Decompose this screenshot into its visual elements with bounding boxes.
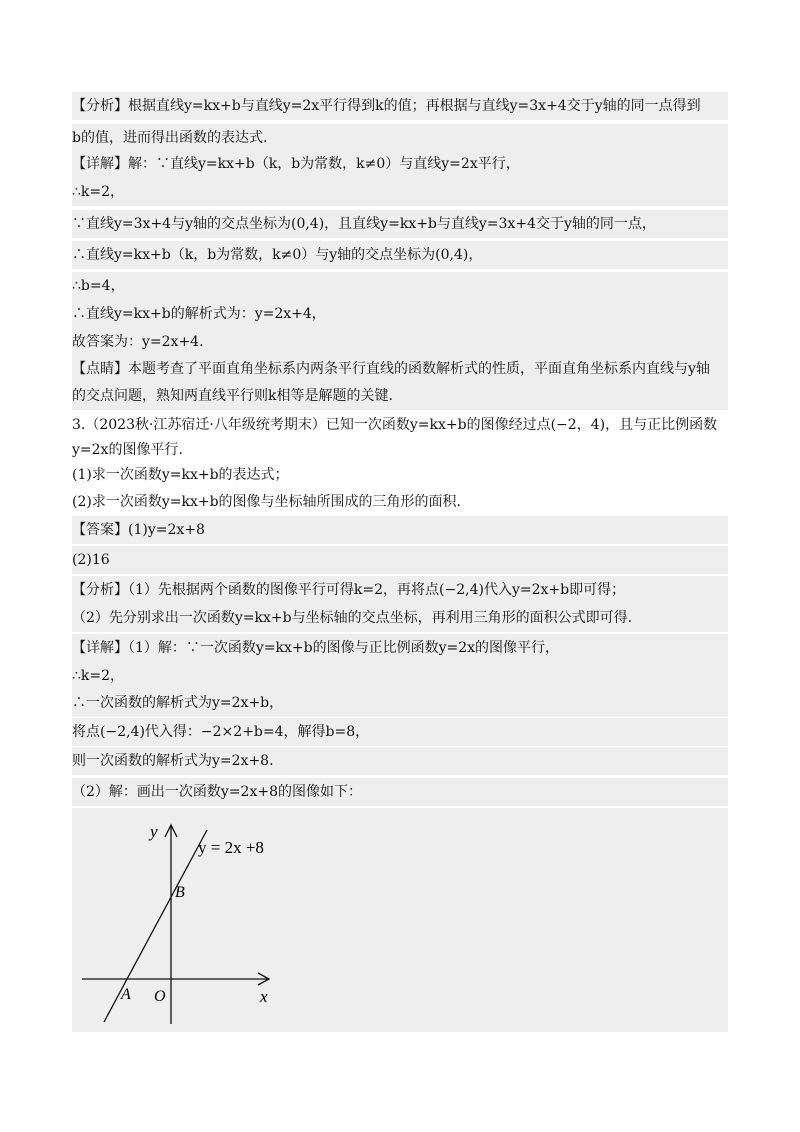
- origin-label: O: [154, 988, 166, 1005]
- text-line: ∴b=4，: [72, 272, 728, 300]
- text-line: 【点睛】本题考查了平面直角坐标系内两条平行直线的函数解析式的性质，平面直角坐标系内直线与y轴: [72, 355, 728, 383]
- text-line: （2）先分别求出一次函数y=kx+b与坐标轴的交点坐标，再利用三角形的面积公式即可得.: [72, 604, 728, 632]
- answer-line: 【答案】(1)y=2x+8: [72, 516, 728, 544]
- question-text: 3.（2023秋·江苏宿迁·八年级统考期末）已知一次函数y=kx+b的图像经过点(−2，4)，且与正比例函数: [72, 417, 718, 433]
- text-line: 【分析】（1）先根据两个函数的图像平行可得k=2，再将点(−2,4)代入y=2x+b即可得；: [72, 576, 728, 604]
- text-line: 故答案为：y=2x+4.: [72, 328, 728, 356]
- text-line: 将点(−2,4)代入得：−2×2+b=4，解得b=8，: [72, 718, 728, 746]
- graph-svg: [72, 808, 728, 1032]
- text-line: 【详解】（1）解：∵一次函数y=kx+b的图像与正比例函数y=2x的图像平行，: [72, 634, 728, 662]
- text-line: 则一次函数的解析式为y=2x+8.: [72, 747, 728, 775]
- point-a-label: A: [121, 986, 131, 1003]
- y-axis-label: y: [150, 822, 158, 841]
- x-axis-label: x: [260, 987, 268, 1006]
- text-line: ∴直线y=kx+b的解析式为：y=2x+4，: [72, 300, 728, 328]
- question-part-1: (1)求一次函数y=kx+b的表达式；: [72, 467, 289, 483]
- text-line: ∴直线y=kx+b（k，b为常数，k≠0）与y轴的交点坐标为(0,4)，: [72, 241, 728, 269]
- question-text: y=2x的图像平行.: [72, 442, 183, 458]
- text-line: ∴k=2，: [72, 662, 728, 690]
- answer-line: (2)16: [72, 546, 728, 574]
- line-equation-label: y = 2x +8: [198, 838, 264, 857]
- text-line: 【详解】解：∵直线y=kx+b（k，b为常数，k≠0）与直线y=2x平行，: [72, 150, 728, 178]
- text-line: ∵直线y=3x+4与y轴的交点坐标为(0,4)，且直线y=kx+b与直线y=3x+4交于y轴的同一点，: [72, 210, 728, 238]
- text-line: b的值，进而得出函数的表达式.: [72, 124, 728, 152]
- text-line: ∴一次函数的解析式为y=2x+b，: [72, 689, 728, 717]
- text-line: 的交点问题，熟知两直线平行则k相等是解题的关键.: [72, 382, 728, 410]
- text-line: （2）解：画出一次函数y=2x+8的图像如下：: [72, 778, 728, 806]
- text-line: ∴k=2，: [72, 178, 728, 206]
- point-b-label: B: [175, 884, 185, 901]
- function-graph: [72, 808, 728, 1032]
- text-line: 【分析】根据直线y=kx+b与直线y=2x平行得到k的值；再根据与直线y=3x+4交于y轴的同一点得到: [72, 92, 728, 120]
- question-part-2: (2)求一次函数y=kx+b的图像与坐标轴所围成的三角形的面积.: [72, 494, 461, 510]
